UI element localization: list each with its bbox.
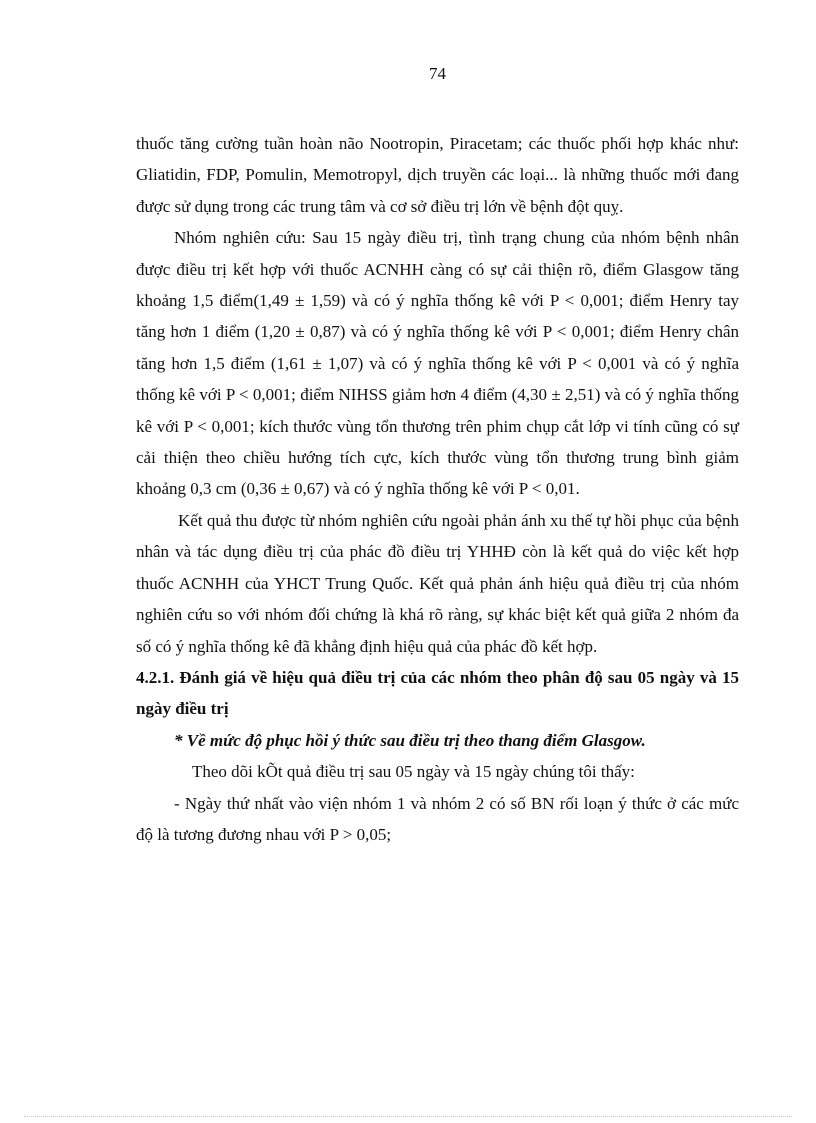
page-body: [136, 128, 739, 850]
observation-intro: Theo dõi kÕt quả điều trị sau 05 ngày và 15 ngày chúng tôi thấy:: [192, 762, 635, 782]
observation-item: - Ngày thứ nhất vào viện nhóm 1 và nhóm 2 có số BN rối loạn ý thức ở các mức độ là tương đương nhau với P > 0,05;: [136, 793, 739, 844]
subsection-heading: * Về mức độ phục hồi ý thức sau điều trị theo thang điểm Glasgow.: [174, 730, 646, 750]
paragraph-results: Kết quả thu được từ nhóm nghiên cứu ngoài phản ánh xu thế tự hồi phục của bệnh nhân và tác dụng điều trị của phác đồ điều trị YHHĐ còn là kết quả do việc kết hợp thuốc ACNHH của YHCT Trung Quốc. Kết quả phản ánh hiệu quả điều trị của nhóm nghiên cứu so với nhóm đối chứng là khá rõ ràng, sự khác biệt kết quả giữa 2 nhóm đa số có ý nghĩa thống kê đã khẳng định hiệu quả của phác đồ kết hợp.: [136, 510, 739, 656]
page-number: 74: [429, 64, 446, 83]
section-heading: 4.2.1. Đánh giá về hiệu quả điều trị của các nhóm theo phân độ sau 05 ngày và 15 ngày điều trị: [136, 667, 739, 719]
paragraph-drug-list: thuốc tăng cường tuần hoàn não Nootropin, Piracetam; các thuốc phối hợp khác như: Gliatidin, FDP, Pomulin, Memotropyl, dịch truyền các loại... là những thuốc mới đang được sử dụng trong các trung tâm và cơ sở điều trị lớn về bệnh đột quỵ.: [136, 134, 739, 216]
footer-divider: [24, 1116, 792, 1117]
paragraph-study-group: Nhóm nghiên cứu: Sau 15 ngày điều trị, tình trạng chung của nhóm bệnh nhân được điều trị kết hợp với thuốc ACNHH càng có sự cải thiện rõ, điểm Glasgow tăng khoảng 1,5 điểm(1,49 ± 1,59) và có ý nghĩa thống kê với P < 0,001; điểm Henry tay tăng hơn 1 điểm (1,20 ± 0,87) và có ý nghĩa thống kê với P < 0,001; điểm Henry chân tăng hơn 1,5 điểm (1,61 ± 1,07) và có ý nghĩa thống kê với P < 0,001 và có ý nghĩa thống kê với P < 0,001; điểm NIHSS giảm hơn 4 điểm (4,30 ± 2,51) và có ý nghĩa thống kê với P < 0,001; kích thước vùng tổn thương trên phim chụp cắt lớp vi tính cũng có sự cải thiện theo chiều hướng tích cực, kích thước vùng tổn thương trung bình giảm khoảng 0,3 cm (0,36 ± 0,67) và có ý nghĩa thống kê với P < 0,01.: [136, 228, 739, 499]
